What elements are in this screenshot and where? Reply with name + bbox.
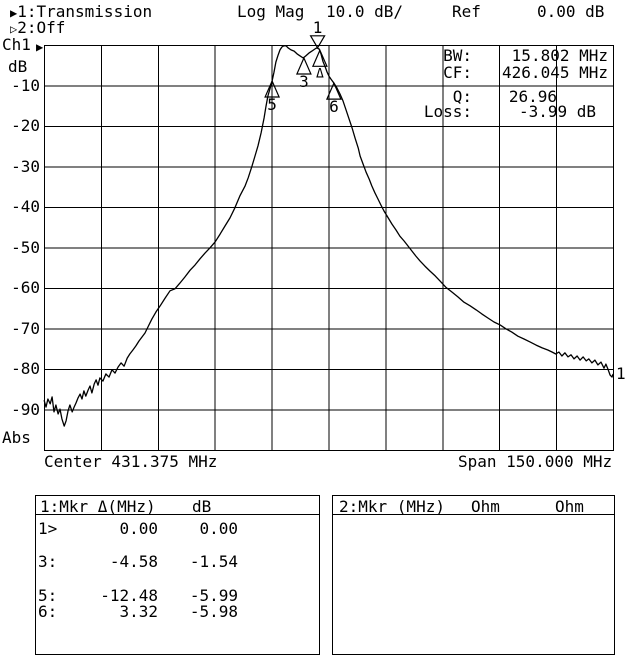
- y-axis-channel: Ch1: [2, 35, 31, 54]
- marker-3-label: 3: [299, 71, 309, 91]
- marker-table-row: [36, 602, 319, 621]
- loss-value: -3.99 dB: [518, 102, 596, 121]
- active-channel-icon: ▶: [10, 6, 18, 20]
- marker-table-ch1-value-unit: dB: [192, 497, 212, 516]
- marker-row-freq: 0.00: [119, 519, 158, 538]
- ref-value: 0.00 dB: [537, 2, 605, 21]
- cf-label: CF:: [443, 63, 472, 82]
- marker-table-row: [36, 552, 319, 571]
- marker-table-ch2-header: [333, 496, 614, 515]
- marker-row-value: -5.98: [189, 602, 238, 621]
- channel-1-label: 1:Transmission: [17, 2, 153, 21]
- q-label: Q:: [452, 87, 472, 106]
- marker-row-freq: -12.48: [100, 586, 158, 605]
- marker-Δ-label: Δ: [315, 66, 324, 82]
- marker-6-label: 6: [329, 97, 339, 117]
- y-axis-unit: dB: [8, 57, 28, 76]
- marker-row-freq: 3.32: [119, 602, 158, 621]
- bw-label: BW:: [443, 46, 472, 65]
- marker-table-ch2-col2-unit: Ohm: [555, 497, 584, 516]
- center-frequency-label: Center 431.375 MHz: [44, 452, 218, 471]
- marker-table-ch2-col1-unit: Ohm: [471, 497, 500, 516]
- ref-level-arrow-icon: ▶: [36, 40, 44, 54]
- marker-row-id: 1>: [38, 519, 58, 538]
- marker-table-ch1-body: [36, 519, 319, 621]
- q-value: 26.96: [508, 87, 557, 106]
- y-axis-tick: -70: [11, 318, 40, 338]
- marker-row-value: 0.00: [199, 519, 238, 538]
- ref-label: Ref: [452, 2, 481, 21]
- loss-label: Loss:: [423, 102, 472, 121]
- y-axis-tick: -40: [11, 197, 40, 216]
- y-axis-tick: -50: [11, 237, 40, 257]
- bw-value: 15.802 MHz: [511, 46, 608, 65]
- marker-row-freq: -4.58: [109, 552, 158, 571]
- marker-row-id: 5:: [38, 586, 58, 605]
- marker-table-ch1-header: [36, 496, 319, 515]
- marker-5-label: 5: [267, 95, 277, 115]
- y-axis-tick: -20: [11, 116, 40, 135]
- y-axis-tick: -60: [11, 278, 40, 297]
- y-axis-tick: -90: [11, 399, 40, 419]
- y-axis-tick: -10: [11, 75, 40, 95]
- y-axis-mode: Abs: [2, 428, 31, 447]
- marker-table-ch2: [332, 495, 615, 655]
- marker-table-row: [36, 519, 319, 538]
- marker-row-id: 3:: [38, 552, 58, 571]
- inactive-channel-icon: ▷: [10, 22, 18, 36]
- marker-table-ch1: [35, 495, 320, 655]
- trace-end-channel-label: 1: [616, 364, 626, 383]
- cf-value: 426.045 MHz: [502, 63, 608, 82]
- marker-row-value: -5.99: [189, 586, 238, 605]
- y-axis-tick: -30: [11, 156, 40, 176]
- y-axis-tick: -80: [11, 359, 40, 378]
- span-label: Span 150.000 MHz: [458, 452, 613, 471]
- marker-row-value: -1.54: [189, 552, 238, 571]
- marker-table-ch2-title: 2:Mkr (MHz): [339, 497, 445, 516]
- marker-1-label: 1: [312, 17, 323, 37]
- scale-label: 10.0 dB/: [326, 2, 404, 21]
- marker-table-row: [36, 586, 319, 605]
- format-label: Log Mag: [237, 2, 305, 21]
- marker-row-id: 6:: [38, 602, 58, 621]
- marker-table-ch1-title: 1:Mkr Δ(MHz): [40, 497, 156, 516]
- channel-2-label: 2:Off: [17, 18, 66, 37]
